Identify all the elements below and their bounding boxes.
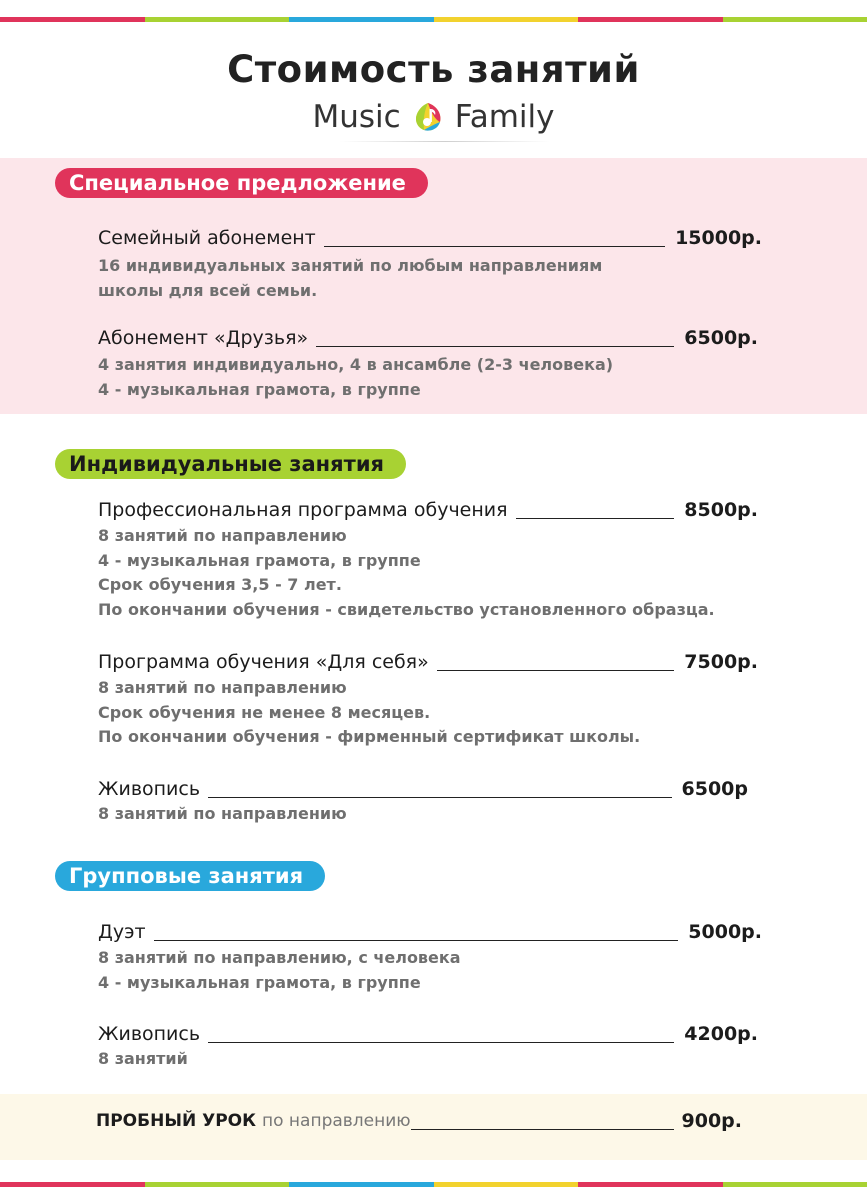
brand-name-right: Family	[454, 99, 555, 135]
description-line: 8 занятий по направлению	[98, 804, 347, 823]
item-price: 6500р.	[684, 327, 758, 349]
description-line: 8 занятий	[98, 1049, 188, 1068]
item-name: Живопись	[98, 1023, 201, 1045]
music-note-leaf-icon	[411, 100, 445, 134]
item-name: Живопись	[98, 778, 201, 800]
price-item-for-self	[98, 648, 758, 676]
leader-line	[324, 245, 665, 247]
item-name: Дуэт	[98, 921, 146, 943]
leader-line	[208, 796, 671, 798]
item-price: 4200р.	[684, 1023, 758, 1045]
trial-lesson-row	[96, 1107, 742, 1135]
description-line: школы для всей семьи.	[98, 280, 318, 300]
leader-line	[316, 345, 674, 347]
item-description	[98, 524, 715, 622]
description-line: 4 - музыкальная грамота, в группе	[98, 550, 421, 570]
brand-underline	[340, 141, 550, 142]
item-description	[98, 353, 613, 402]
trial-lesson-sub: по направлению	[262, 1111, 411, 1131]
price-item-duet	[98, 918, 762, 946]
description-line: По окончании обучения - свидетельство установленного образца.	[98, 599, 715, 619]
leader-line	[154, 939, 679, 941]
item-price: 15000р.	[675, 227, 762, 249]
item-price: 5000р.	[688, 921, 762, 943]
item-description	[98, 254, 602, 303]
trial-lesson-price: 900р.	[681, 1110, 742, 1132]
description-line: 4 занятия индивидуально, 4 в ансамбле (2-3 человека)	[98, 355, 614, 374]
description-line: 4 - музыкальная грамота, в группе	[98, 972, 421, 992]
description-line: 16 индивидуальных занятий по любым направлениям	[98, 256, 603, 275]
price-item-family	[98, 224, 762, 252]
description-line: 8 занятий по направлению	[98, 526, 347, 545]
individual-lessons-heading: Индивидуальные занятия	[55, 449, 406, 479]
item-price: 8500р.	[684, 499, 758, 521]
bottom-color-stripe	[0, 1182, 867, 1187]
brand-name-left: Music	[312, 99, 401, 135]
item-name: Семейный абонемент	[98, 227, 316, 249]
price-item-professional	[98, 496, 758, 524]
description-line: Срок обучения не менее 8 месяцев.	[98, 702, 431, 722]
item-name: Программа обучения «Для себя»	[98, 651, 429, 673]
item-description	[98, 676, 640, 750]
description-line: Срок обучения 3,5 - 7 лет.	[98, 575, 342, 594]
item-description	[98, 802, 347, 827]
description-line: 8 занятий по направлению	[98, 678, 347, 697]
item-description	[98, 946, 461, 995]
price-item-friends	[98, 324, 758, 352]
item-name: Профессиональная программа обучения	[98, 499, 508, 521]
group-lessons-heading: Групповые занятия	[55, 861, 325, 891]
item-name: Абонемент «Друзья»	[98, 327, 309, 349]
leader-line	[411, 1128, 674, 1130]
description-line: 4 - музыкальная грамота, в группе	[98, 379, 421, 399]
price-item-painting-individual	[98, 775, 748, 803]
leader-line	[208, 1041, 674, 1043]
top-color-stripe	[0, 17, 867, 22]
price-item-painting-group	[98, 1020, 758, 1048]
leader-line	[437, 669, 675, 671]
special-offer-heading: Специальное предложение	[55, 168, 428, 198]
page-title: Стоимость занятий	[227, 48, 640, 91]
item-price: 6500р	[681, 778, 748, 800]
leader-line	[516, 517, 675, 519]
trial-lesson-label: ПРОБНЫЙ УРОК	[96, 1111, 256, 1131]
description-line: По окончании обучения - фирменный сертификат школы.	[98, 727, 641, 746]
description-line: 8 занятий по направлению, с человека	[98, 948, 461, 967]
brand-logo	[0, 99, 867, 135]
item-description	[98, 1047, 188, 1072]
item-price: 7500р.	[684, 651, 758, 673]
